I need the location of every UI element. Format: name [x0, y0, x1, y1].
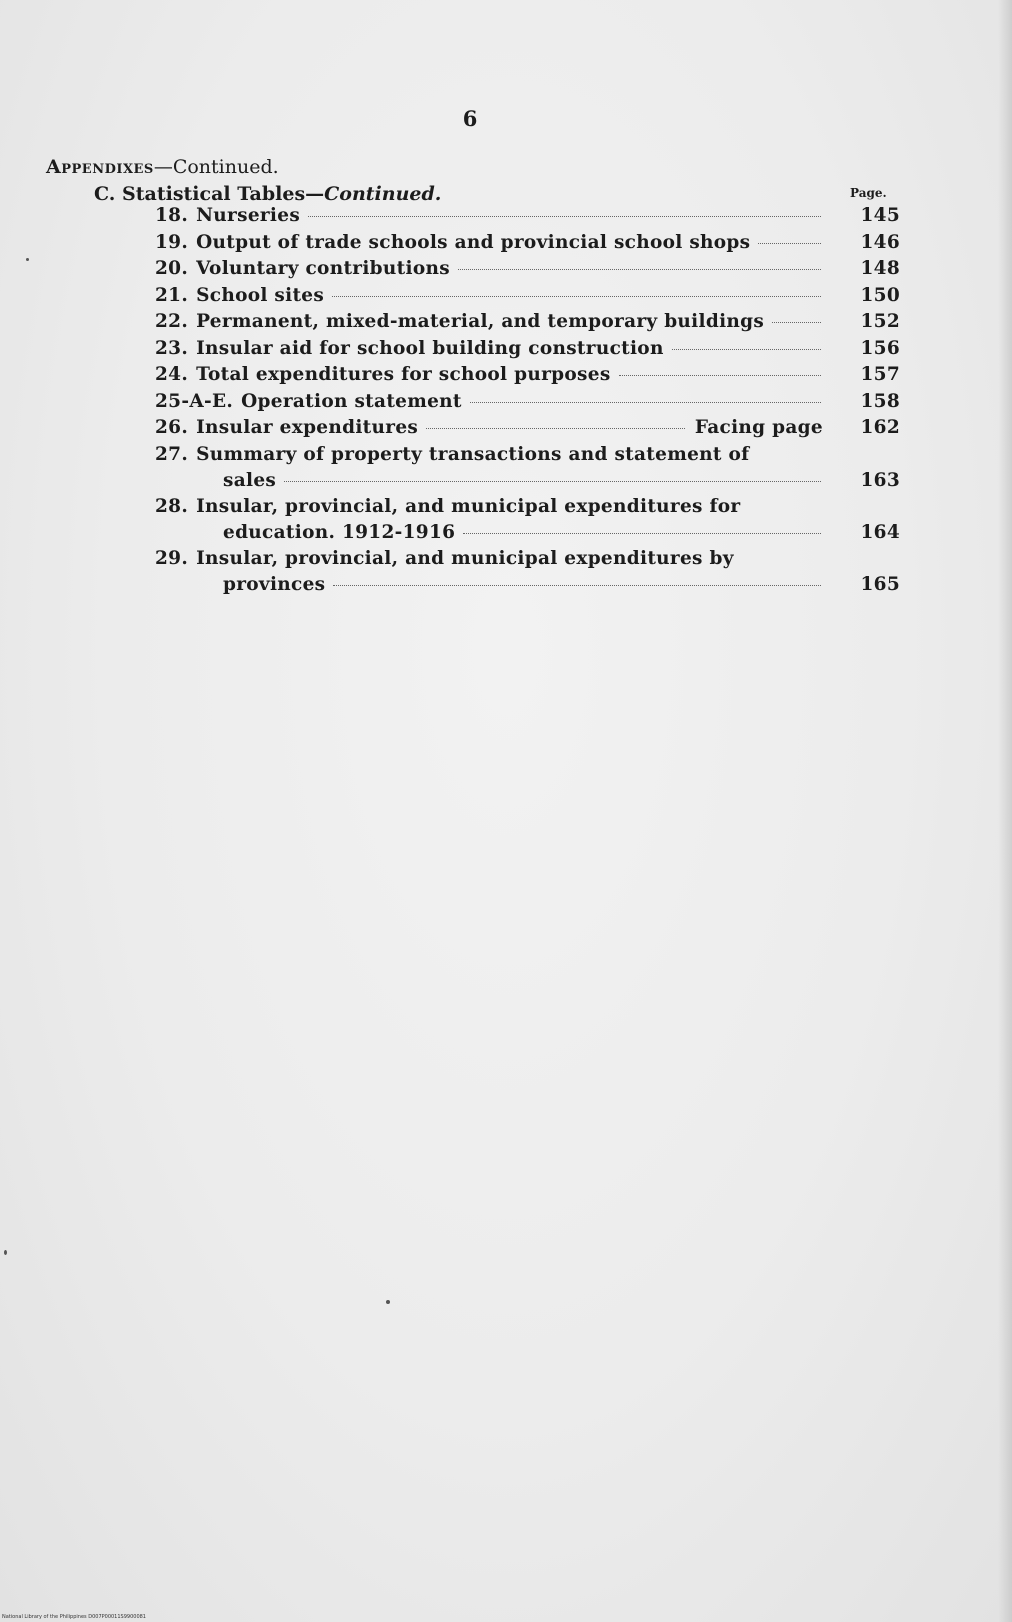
toc-entry [155, 444, 900, 496]
table-of-contents [155, 205, 900, 600]
section-title: Appendixes [46, 156, 154, 178]
dot-leader [758, 243, 821, 244]
entry-title: Voluntary contributions [196, 258, 450, 279]
paper-speck [386, 1300, 390, 1304]
dot-leader [284, 481, 821, 482]
dot-leader [332, 296, 821, 297]
dot-leader [426, 428, 685, 429]
entry-title: Nurseries [196, 205, 301, 226]
dot-leader [672, 349, 821, 350]
dot-leader [772, 322, 821, 323]
page-edge-shadow [998, 0, 1012, 1622]
entry-number: 27. [155, 443, 189, 465]
toc-entry [155, 417, 900, 444]
entry-title-line1: Insular, provincial, and municipal expenditures by [196, 547, 734, 569]
dot-leader [333, 585, 821, 586]
toc-entry [155, 205, 900, 232]
entry-page: 150 [860, 284, 900, 306]
dot-leader [458, 269, 821, 270]
entry-number: 20. [155, 258, 189, 279]
entry-number: 21. [155, 284, 189, 306]
entry-page: 157 [860, 364, 900, 385]
entry-title-line1: Insular, provincial, and municipal expenditures for [196, 495, 741, 517]
entry-number: 19. [155, 231, 189, 253]
dot-leader [308, 216, 821, 217]
entry-page: 163 [860, 469, 900, 491]
toc-entry [155, 391, 900, 418]
entry-title-line2: provinces [223, 573, 326, 595]
entry-page: 162 [860, 417, 900, 438]
entry-title: Permanent, mixed-material, and temporary buildings [196, 311, 765, 332]
entry-page: 146 [860, 231, 900, 253]
section-continued: —Continued. [153, 156, 279, 178]
entry-page: 156 [860, 337, 900, 359]
paper-speck [4, 1250, 7, 1255]
dot-leader [470, 402, 821, 403]
scan-footer: National Library of the Philippines D007P00011S9900081 [2, 1614, 146, 1620]
entry-number: 26. [155, 417, 189, 438]
subsection-heading [94, 183, 441, 205]
toc-entry [155, 285, 900, 312]
subsection-title: C. Statistical Tables— [94, 183, 325, 205]
entry-number: 22. [155, 311, 189, 332]
section-heading [46, 156, 279, 178]
dot-leader [619, 375, 821, 376]
entry-title-line2: education. 1912-1916 [223, 521, 456, 543]
page-column-label: Page. [850, 186, 887, 200]
facing-page-label: Facing page [694, 417, 823, 438]
entry-number: 29. [155, 547, 189, 569]
entry-title: Operation statement [241, 390, 462, 412]
entry-page: 165 [860, 573, 900, 595]
toc-entry [155, 258, 900, 285]
toc-entry [155, 338, 900, 365]
entry-page: 164 [860, 521, 900, 543]
toc-entry [155, 364, 900, 391]
entry-title: School sites [196, 284, 325, 306]
entry-number: 18. [155, 205, 189, 226]
entry-page: 158 [860, 390, 900, 412]
entry-title-line1: Summary of property transactions and statement of [196, 443, 750, 465]
entry-page: 148 [860, 258, 900, 279]
entry-title: Output of trade schools and provincial school shops [196, 231, 751, 253]
entry-title: Insular aid for school building construction [196, 337, 664, 359]
entry-number: 24. [155, 364, 189, 385]
entry-number: 25-A-E. [155, 390, 234, 412]
page-number: 6 [462, 106, 478, 131]
entry-title: Insular expenditures [196, 417, 419, 438]
toc-entry [155, 496, 900, 548]
toc-entry [155, 311, 900, 338]
toc-entry [155, 548, 900, 600]
entry-page: 152 [860, 311, 900, 332]
subsection-continued: Continued. [324, 183, 442, 205]
toc-entry [155, 232, 900, 259]
entry-page: 145 [860, 205, 900, 226]
entry-title-line2: sales [223, 469, 277, 491]
entry-number: 23. [155, 337, 189, 359]
paper-speck [26, 258, 29, 261]
entry-number: 28. [155, 495, 189, 517]
entry-title: Total expenditures for school purposes [196, 364, 611, 385]
dot-leader [463, 533, 821, 534]
